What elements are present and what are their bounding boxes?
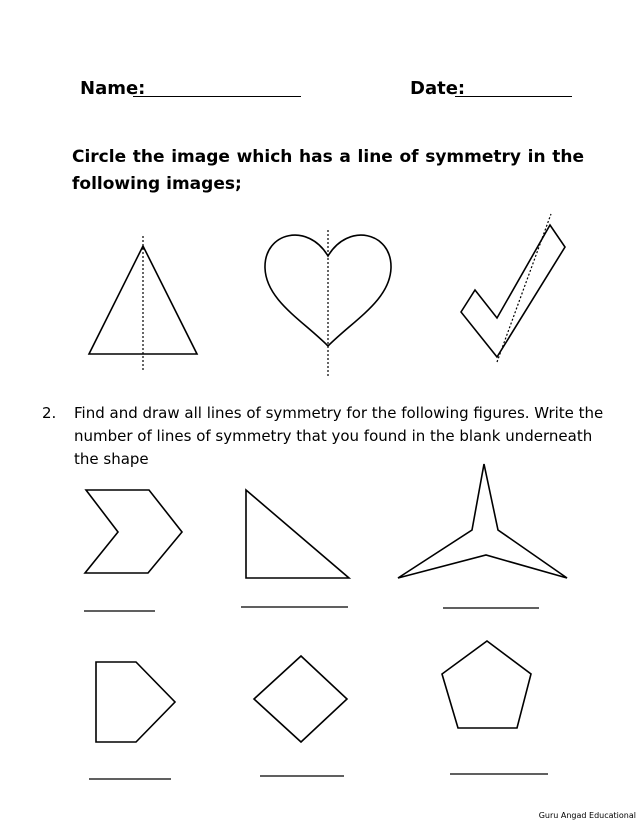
footer-credit: Guru Angad Educational bbox=[538, 811, 636, 820]
name-label: Name: bbox=[80, 78, 146, 99]
chevron-icon[interactable] bbox=[85, 490, 182, 573]
question-1-text: Circle the image which has a line of symmetry in the following images; bbox=[72, 147, 584, 194]
heart-icon[interactable] bbox=[265, 230, 391, 376]
right-triangle-icon[interactable] bbox=[246, 490, 349, 578]
pentagon-icon[interactable] bbox=[442, 641, 531, 728]
three-point-star-icon[interactable] bbox=[398, 464, 567, 578]
question-2-number: 2. bbox=[42, 404, 57, 422]
checkmark-icon[interactable] bbox=[461, 214, 565, 362]
date-label: Date: bbox=[410, 78, 466, 99]
pentagon-d-icon[interactable] bbox=[96, 662, 175, 742]
triangle-icon[interactable] bbox=[89, 236, 197, 372]
question-2-text: Find and draw all lines of symmetry for the following figures. Write the number of lines of symmetry that you found in the blank underneath the shape bbox=[74, 404, 604, 468]
diamond-icon[interactable] bbox=[254, 656, 347, 742]
